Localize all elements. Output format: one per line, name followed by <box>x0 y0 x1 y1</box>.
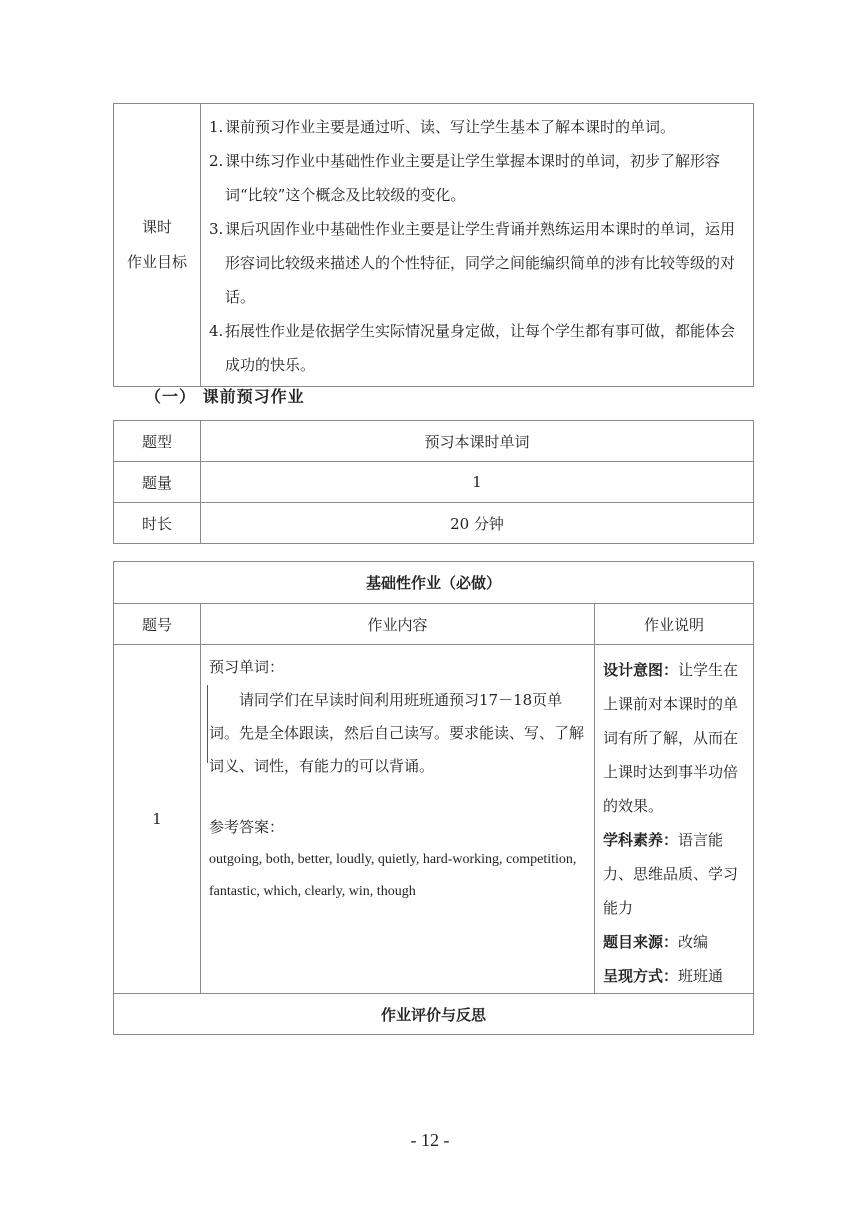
text-cursor-marker <box>207 685 208 763</box>
goals-content-cell <box>201 104 754 387</box>
note-text: 改编 <box>678 933 709 951</box>
goal-text: 课中练习作业中基础性作业主要是让学生掌握本课时的单词，初步了解形容词“比较”这个概念及比较级的变化。 <box>225 152 721 204</box>
goal-number: 4. <box>209 322 224 340</box>
answer-label: 参考答案： <box>209 818 285 836</box>
goal-number: 2. <box>209 152 224 170</box>
answer-text: outgoing, both, better, loudly, quietly, hard-working, competition, fantastic, which, clearly, win, though <box>209 852 577 899</box>
goals-label-cell <box>114 104 201 387</box>
goal-item <box>209 144 745 212</box>
note-label: 学科素养： <box>603 831 679 849</box>
homework-table-header: 基础性作业（必做） <box>114 562 754 604</box>
homework-note-cell <box>595 645 754 994</box>
goal-text: 拓展性作业是依据学生实际情况量身定做，让每个学生都有事可做，都能体会成功的快乐。 <box>225 322 736 374</box>
note-presentation <box>603 959 747 993</box>
note-literacy <box>603 823 747 925</box>
homework-content-cell <box>201 645 595 994</box>
goal-number: 1. <box>209 118 224 136</box>
note-source <box>603 925 747 959</box>
note-text: 让学生在上课前对本课时的单词有所了解，从而在上课时达到事半功倍的效果。 <box>603 661 739 815</box>
note-text: 语言能力、思维品质、学习能力 <box>603 831 739 917</box>
info-row <box>114 421 754 462</box>
note-label: 题目来源： <box>603 933 679 951</box>
goal-text: 课前预习作业主要是通过听、读、写让学生基本了解本课时的单词。 <box>225 118 676 136</box>
info-value: 预习本课时单词 <box>201 421 754 462</box>
info-label: 时长 <box>114 503 201 544</box>
info-value: 1 <box>201 462 754 503</box>
section-title-preview: （一） 课前预习作业 <box>145 387 305 406</box>
goal-text: 课后巩固作业中基础性作业主要是让学生背诵并熟练运用本课时的单词，运用形容词比较级来描述人的个性特征，同学之间能编织简单的涉有比较等级的对话。 <box>225 220 736 306</box>
goals-label-line1: 课时 <box>141 218 172 236</box>
note-design-intent <box>603 653 747 823</box>
homework-goals-table <box>113 103 754 387</box>
info-value: 20 分钟 <box>201 503 754 544</box>
column-header-note: 作业说明 <box>595 604 754 645</box>
assignment-info-table <box>113 420 754 544</box>
goal-item <box>209 314 745 382</box>
note-label: 呈现方式： <box>603 967 679 985</box>
goal-item <box>209 110 745 144</box>
info-row <box>114 503 754 544</box>
content-body: 请同学们在早读时间利用班班通预习17－18页单词。先是全体跟读，然后自己读写。要求能读、写、了解词义、词性，有能力的可以背诵。 <box>209 691 585 775</box>
goals-label-line2: 作业目标 <box>126 253 187 271</box>
column-header-content: 作业内容 <box>201 604 595 645</box>
goal-item <box>209 212 745 314</box>
info-label: 题量 <box>114 462 201 503</box>
info-row <box>114 462 754 503</box>
question-number: 1 <box>114 645 201 994</box>
basic-homework-table <box>113 561 754 1035</box>
note-text: 班班通 <box>678 967 724 985</box>
page-number: - 12 - <box>410 1130 450 1150</box>
column-header-number: 题号 <box>114 604 201 645</box>
evaluation-reflection-row: 作业评价与反思 <box>114 994 754 1035</box>
note-label: 设计意图： <box>603 661 679 679</box>
content-title: 预习单词： <box>209 658 285 676</box>
goal-number: 3. <box>209 220 224 238</box>
info-label: 题型 <box>114 421 201 462</box>
